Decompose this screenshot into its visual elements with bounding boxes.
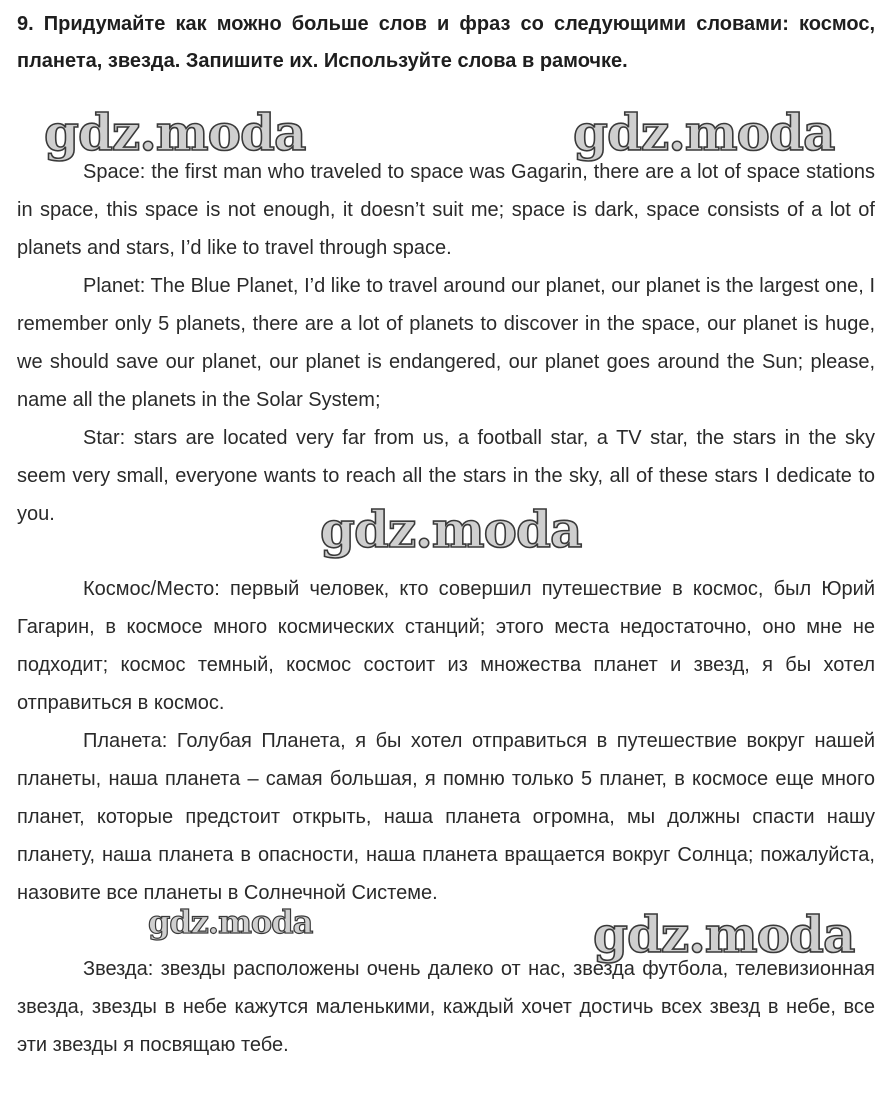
english-star-paragraph: Star: stars are located very far from us, a football star, a TV star, the stars in the sky seem very small, everyone wants to reach all the stars in the sky, all of these stars I dedicate to you. — [17, 427, 875, 525]
russian-planet-paragraph: Планета: Голубая Планета, я бы хотел отправиться в путешествие вокруг нашей планеты, наша планета – самая большая, я помню только 5 планет, в космосе еще много планет, которые предстоит открыть, наша планета огромна, мы должны спасти нашу планету, наша планета в опасности, наша планета вращается вокруг Солнца; пожалуйста, назовите все планеты в Солнечной Системе. — [17, 730, 875, 904]
watermark: gdz.moda — [593, 905, 855, 964]
russian-space-paragraph: Космос/Место: первый человек, кто совершил путешествие в космос, был Юрий Гагарин, в космосе много космических станций; этого места недостаточно, оно мне не подходит; космос темный, космос состоит из множества планет и звезд, я бы хотел отправиться в космос. — [17, 578, 875, 714]
english-space-paragraph: Space: the first man who traveled to space was Gagarin, there are a lot of space stations in space, this space is not enough, it doesn’t suit me; space is dark, space consists of a lot of planets and stars, I’d like to travel through space. — [17, 161, 875, 259]
watermark: gdz.moda — [148, 903, 313, 941]
watermark: gdz.moda — [44, 103, 306, 162]
task-heading: 9. Придумайте как можно больше слов и фраз со следующими словами: космос, планета, звезда. Запишите их. Используйте слова в рамочке. — [17, 13, 875, 72]
russian-star-paragraph: Звезда: звезды расположены очень далеко от нас, звезда футбола, телевизионная звезда, звезды в небе кажутся маленькими, каждый хочет достичь всех звезд в небе, все эти звезды я посвящаю тебе. — [17, 958, 875, 1056]
watermark: gdz.moda — [573, 103, 835, 162]
watermark: gdz.moda — [320, 500, 582, 559]
english-planet-paragraph: Planet: The Blue Planet, I’d like to travel around our planet, our planet is the largest one, I remember only 5 planets, there are a lot of planets to discover in the space, our planet is huge, we should save our planet, our planet is endangered, our planet goes around the Sun; please, name all the planets in the Solar System; — [17, 275, 875, 411]
